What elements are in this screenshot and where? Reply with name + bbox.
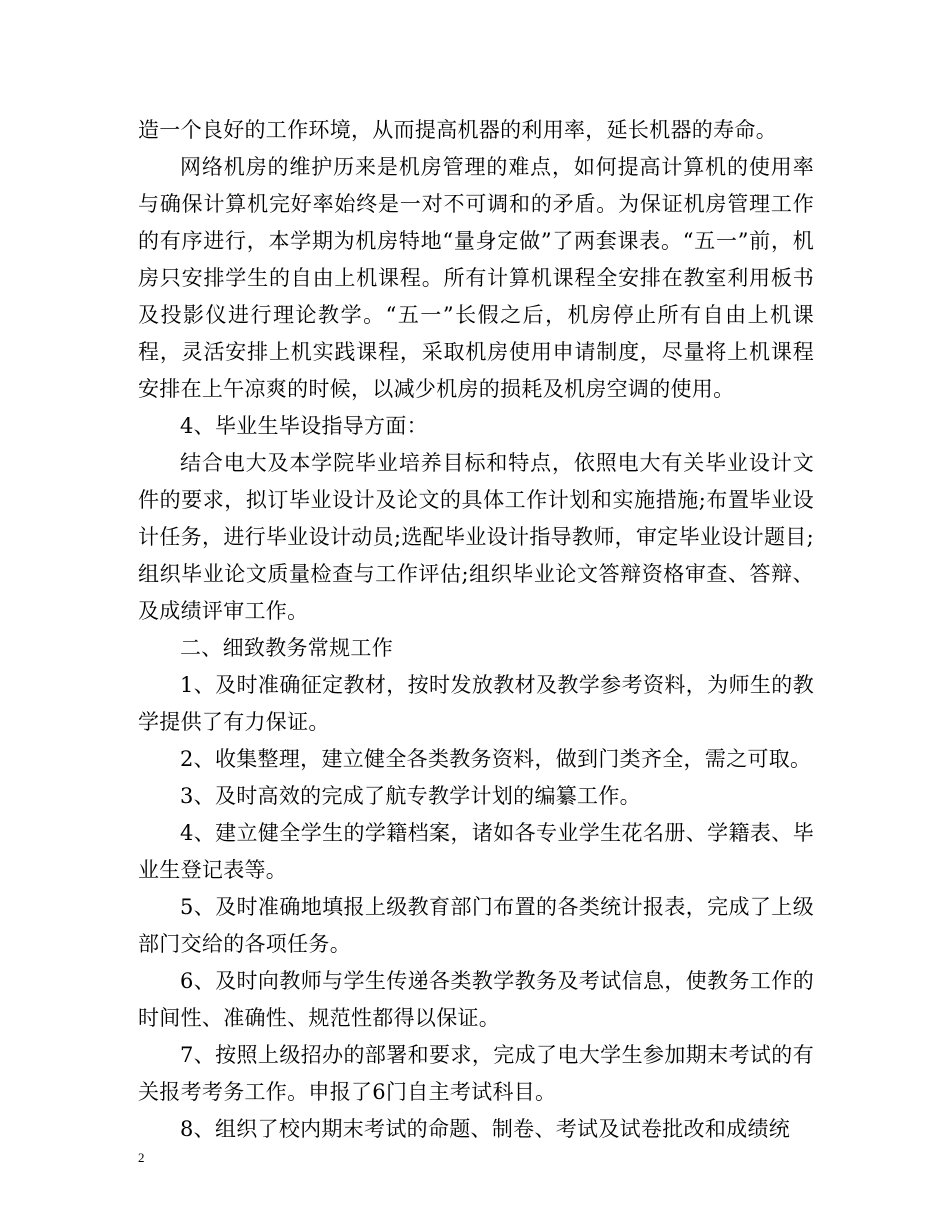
paragraph-continuation: 造一个良好的工作环境，从而提高机器的利用率，延长机器的寿命。: [138, 118, 777, 142]
list-item-7: 7、按照上级招办的部署和要求，完成了电大学生参加期末考试的有关报考考务工作。申报了6门自主考试科目。: [138, 1043, 814, 1104]
list-item-4: 4、建立健全学生的学籍档案，诸如各专业学生花名册、学籍表、毕业生登记表等。: [138, 821, 814, 882]
paragraph-lab-maintenance: 网络机房的维护历来是机房管理的难点，如何提高计算机的使用率与确保计算机完好率始终是一对不可调和的矛盾。为保证机房管理工作的有序进行，本学期为机房特地“量身定做”了两套课表。“五一”前，机房只安排学生的自由上机课程。所有计算机课程全安排在教室利用板书及投影仪进行理论教学。“五一”长假之后，机房停止所有自由上机课程，灵活安排上机实践课程，采取机房使用申请制度，尽量将上机课程安排在上午凉爽的时候，以减少机房的损耗及机房空调的使用。: [138, 155, 814, 401]
list-item-8: 8、组织了校内期末考试的命题、制卷、考试及试卷批改和成绩统: [180, 1117, 791, 1141]
heading-academic-affairs: 二、细致教务常规工作: [180, 636, 393, 660]
list-item-3: 3、及时高效的完成了航专教学计划的编纂工作。: [180, 784, 641, 808]
page-number: 2: [138, 1150, 145, 1165]
list-item-2: 2、收集整理，建立健全各类教务资料，做到门类齐全，需之可取。: [180, 747, 812, 771]
list-item-5: 5、及时准确地填报上级教育部门布置的各类统计报表，完成了上级部门交给的各项任务。: [138, 895, 814, 956]
body-text: [138, 112, 814, 1148]
heading-graduation-guidance: 4、毕业生毕设指导方面：: [180, 414, 428, 438]
list-item-6: 6、及时向教师与学生传递各类教学教务及考试信息，使教务工作的时间性、准确性、规范性都得以保证。: [138, 969, 814, 1030]
paragraph-graduation-design: 结合电大及本学院毕业培养目标和特点，依照电大有关毕业设计文件的要求，拟订毕业设计及论文的具体工作计划和实施措施;布置毕业设计任务，进行毕业设计动员;选配毕业设计指导教师，审定毕业设计题目;组织毕业论文质量检查与工作评估;组织毕业论文答辩资格审查、答辩、及成绩评审工作。: [138, 451, 814, 623]
list-item-1: 1、及时准确征定教材，按时发放教材及教学参考资料，为师生的教学提供了有力保证。: [138, 673, 814, 734]
